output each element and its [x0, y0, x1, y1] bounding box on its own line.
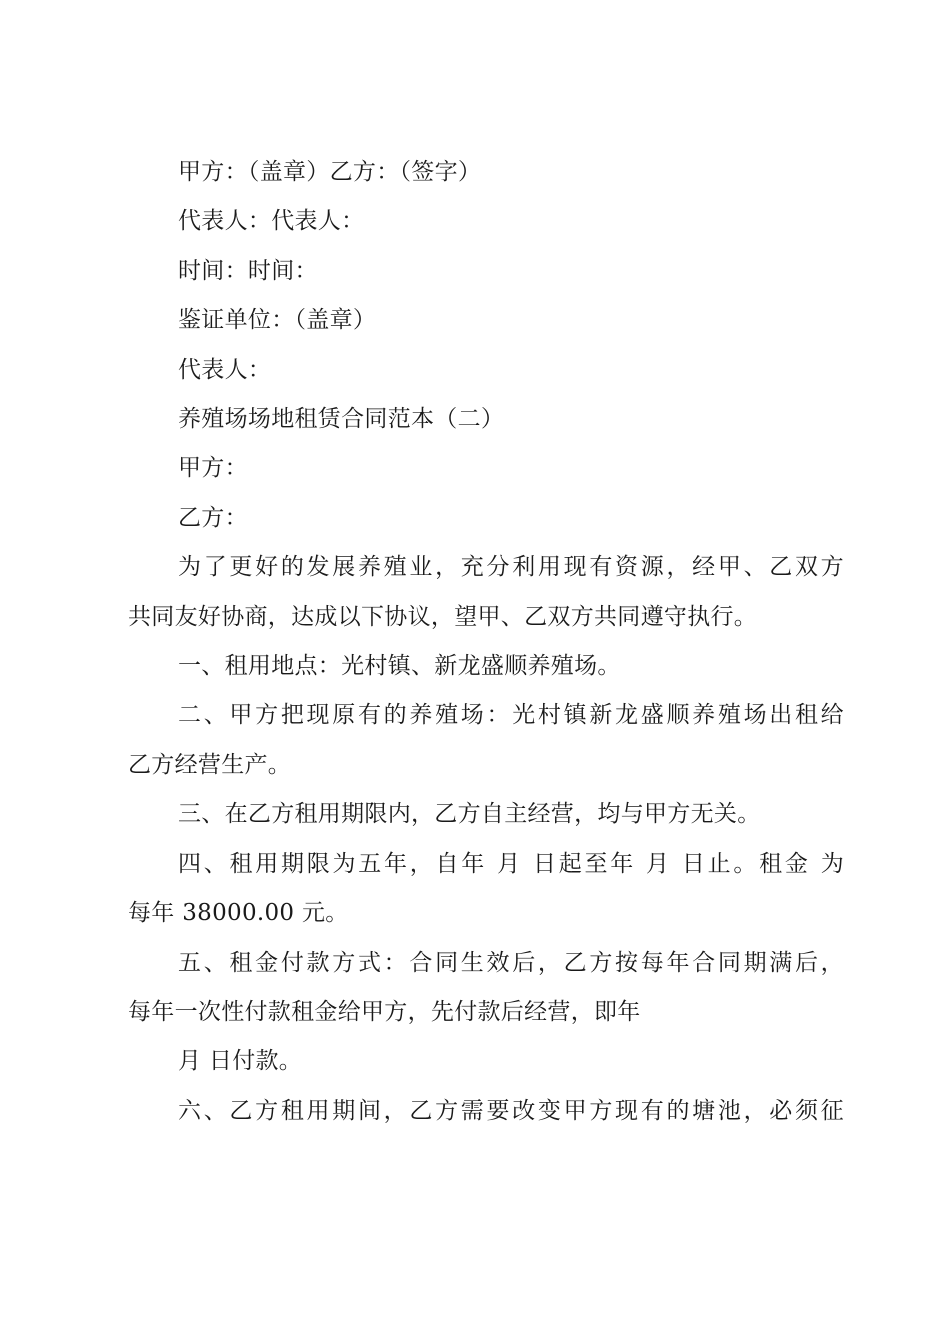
clause-4-line-1: 四、租用期限为五年，自年 月 日起至年 月 日止。租金 为	[178, 850, 844, 877]
clause-5-line-2: 每年一次性付款租金给甲方，先付款后经营，即年	[128, 998, 641, 1025]
clause-2-line-2: 乙方经营生产。	[128, 751, 292, 778]
preamble-line-2: 共同友好协商，达成以下协议，望甲、乙双方共同遵守执行。	[128, 603, 758, 630]
preamble-line-1: 为了更好的发展养殖业，充分利用现有资源，经甲、乙双方	[178, 554, 844, 581]
contract-title: 养殖场场地租赁合同范本（二）	[178, 406, 505, 433]
document-body	[128, 148, 844, 1136]
clause-5-line-1: 五、租金付款方式：合同生效后，乙方按每年合同期满后，	[178, 949, 844, 976]
clause-6-line-1: 六、乙方租用期间，乙方需要改变甲方现有的塘池，必须征	[178, 1097, 844, 1124]
signature-party-line: 甲方：（盖章）乙方：（签字）	[178, 159, 482, 185]
clause-5-line-3: 月 日付款。	[178, 1048, 303, 1075]
notary-unit-line: 鉴证单位：（盖章）	[178, 307, 377, 334]
clause-3-line: 三、在乙方租用期限内，乙方自主经营，均与甲方无关。	[178, 801, 761, 828]
representative-line: 代表人：代表人：	[178, 208, 365, 235]
clause-2-line-1: 二、甲方把现原有的养殖场：光村镇新龙盛顺养殖场出租给	[178, 702, 844, 729]
notary-representative-line: 代表人：	[178, 356, 272, 383]
clause-4-line-2: 每年 38000.00 元。	[128, 900, 349, 927]
date-line: 时间：时间：	[178, 257, 318, 284]
clause-1-line: 一、租用地点：光村镇、新龙盛顺养殖场。	[178, 653, 621, 680]
party-b-line: 乙方：	[178, 504, 248, 531]
party-a-line: 甲方：	[178, 455, 248, 482]
